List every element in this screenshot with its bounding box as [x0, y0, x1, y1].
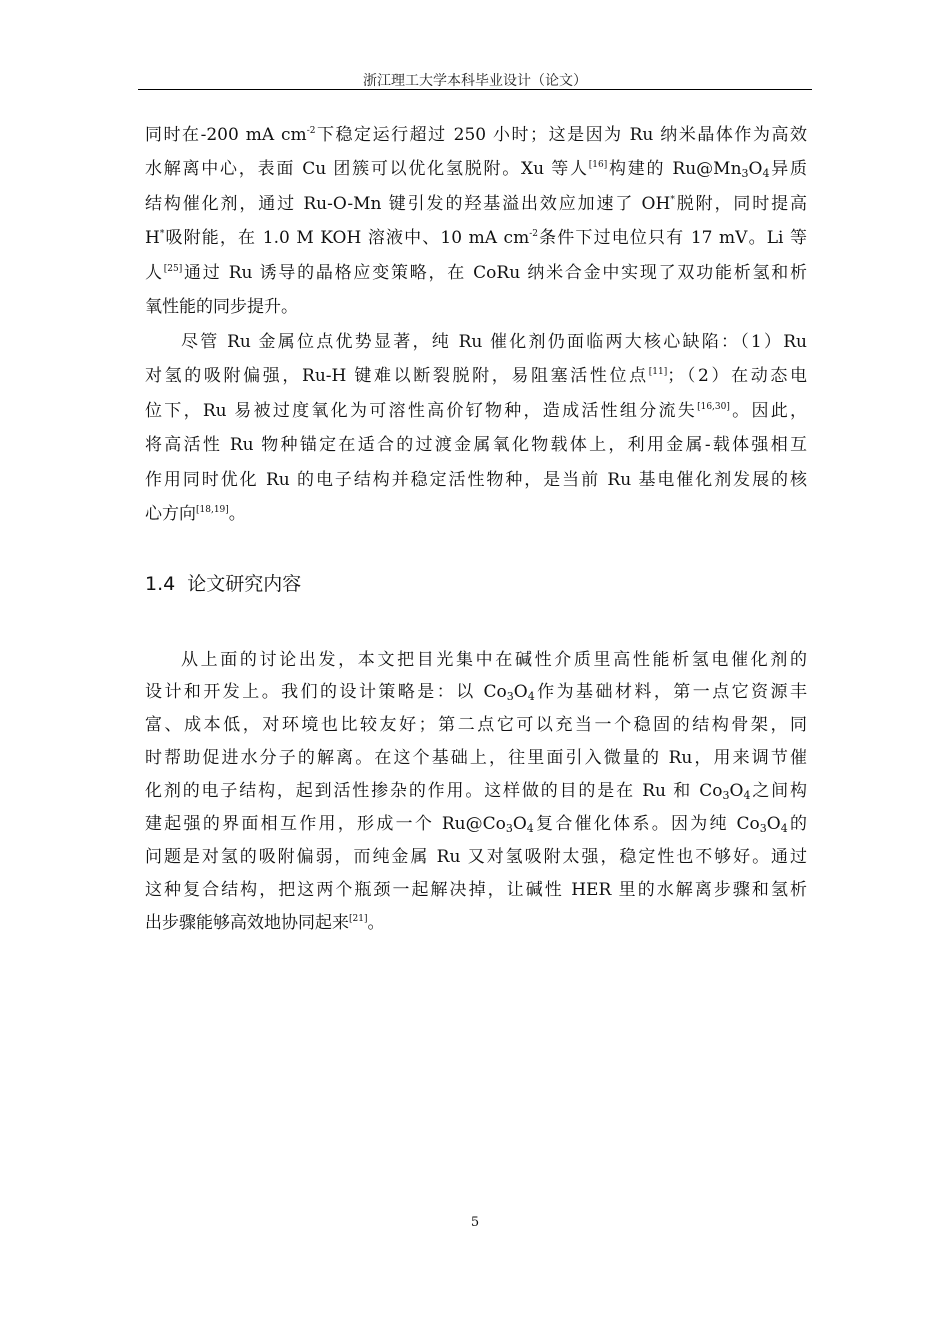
- citation: [21]: [349, 914, 368, 924]
- section-heading: [145, 572, 301, 596]
- text-line: 设计和开发上。我们的设计策略是：以 $Co_3O_4$作为基础材料，第一点它资源丰: [145, 682, 807, 703]
- citation: [11]: [648, 367, 668, 377]
- citation: [18,19]: [196, 505, 229, 515]
- text-line: 建起强的界面相互作用，形成一个 $Ru@Co_3O_4$复合催化体系。因为纯 $Co_3O_4$的: [145, 814, 807, 835]
- section-title: 论文研究内容: [187, 573, 302, 595]
- text-line: 问题是对氢的吸附偏弱，而纯金属 Ru 又对氢吸附太强，稳定性也不够好。通过: [145, 847, 807, 867]
- text-line: 出步骤能够高效地协同起来[21]。: [145, 913, 385, 933]
- header-divider: [138, 89, 812, 90]
- text-line: 富、成本低，对环境也比较友好；第二点它可以充当一个稳固的结构骨架，同: [145, 715, 807, 735]
- text-line: 位下，Ru 易被过度氧化为可溶性高价钌物种，造成活性组分流失[16,30]。因此，: [145, 401, 808, 421]
- page-number: 5: [470, 1215, 480, 1230]
- page-header: 浙江理工大学本科毕业设计（论文）: [363, 73, 587, 89]
- text-line: 尽管 Ru 金属位点优势显著，纯 Ru 催化剂仍面临两大核心缺陷：（1）Ru: [181, 332, 807, 352]
- text-line: 水解离中心，表面 Cu 团簇可以优化氢脱附。Xu 等人[16]构建的 $Ru@Mn_3O_4$异质: [145, 159, 808, 180]
- text-line: 同时在-200 mA $cm^{-2}$下稳定运行超过 250 小时；这是因为 Ru 纳米晶体作为高效: [145, 125, 808, 145]
- text-line: 化剂的电子结构，起到活性掺杂的作用。这样做的目的是在 Ru 和 $Co_3O_4$之间构: [145, 781, 808, 802]
- citation: [16]: [588, 160, 608, 170]
- text-line: 氧性能的同步提升。: [145, 297, 298, 317]
- text-line: 将高活性 Ru 物种锚定在适合的过渡金属氧化物载体上，利用金属-载体强相互: [145, 435, 807, 455]
- text-line: H*吸附能，在 1.0 M KOH 溶液中、10 mA $cm^{-2}$条件下过电位只有 17 mV。Li 等: [145, 228, 807, 248]
- text-line: 从上面的讨论出发，本文把目光集中在碱性介质里高性能析氢电催化剂的: [181, 650, 807, 670]
- citation: [25]: [163, 264, 183, 274]
- text-line: 时帮助促进水分子的解离。在这个基础上，往里面引入微量的 Ru，用来调节催: [145, 748, 807, 768]
- text-line: 对氢的吸附偏强，Ru-H 键难以断裂脱附，易阻塞活性位点[11]；（2）在动态电: [145, 366, 807, 386]
- text-line: 人[25]通过 Ru 诱导的晶格应变策略，在 CoRu 纳米合金中实现了双功能析氢和析: [145, 263, 807, 283]
- citation: [16,30]: [697, 402, 730, 412]
- text-line: 心方向[18,19]。: [145, 504, 246, 524]
- text-line: 作用同时优化 Ru 的电子结构并稳定活性物种，是当前 Ru 基电催化剂发展的核: [145, 470, 807, 490]
- section-number: 1.4: [145, 573, 176, 595]
- text-line: 结构催化剂，通过 Ru-O-Mn 键引发的羟基溢出效应加速了 OH*脱附，同时提高: [145, 194, 808, 214]
- text-line: 这种复合结构，把这两个瓶颈一起解决掉，让碱性 HER 里的水解离步骤和氢析: [145, 880, 807, 900]
